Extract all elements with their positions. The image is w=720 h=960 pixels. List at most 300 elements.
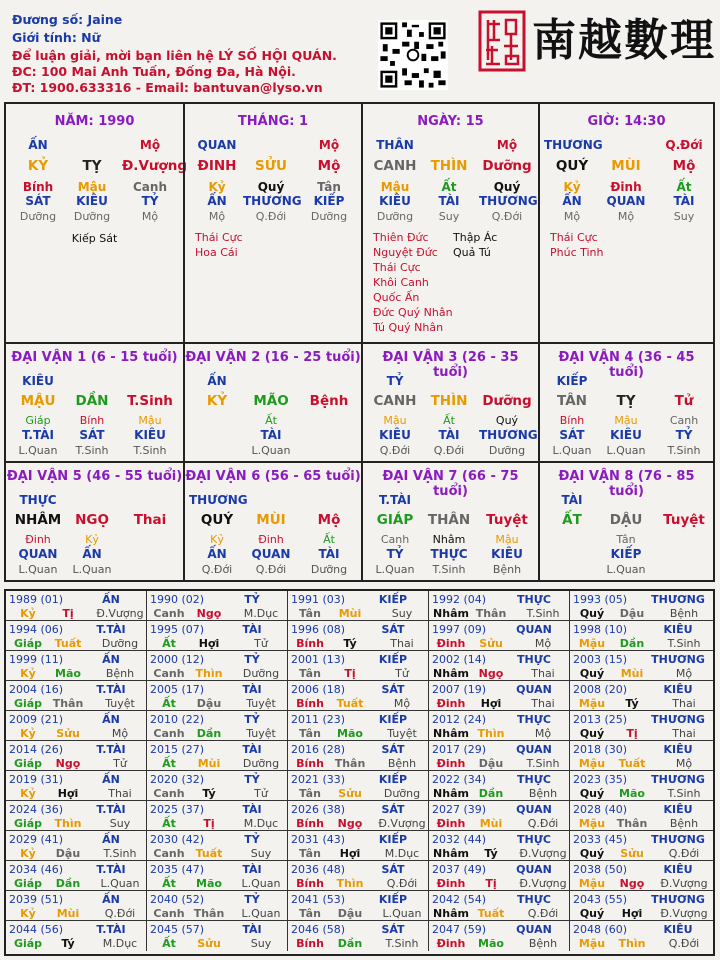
hidden-star: ẤN xyxy=(562,194,582,208)
year-cell xyxy=(570,651,713,681)
year-stage: M.Dục xyxy=(243,607,279,620)
main-star: THÂN xyxy=(376,138,414,152)
year-label: 2000 (12) xyxy=(150,653,205,666)
hidden-stage: L.Quan xyxy=(72,563,112,576)
hidden-stem: Tân xyxy=(616,533,636,546)
year-stage: Đ.Vượng xyxy=(96,607,144,620)
cell-line xyxy=(373,194,538,210)
year-stem: Nhâm xyxy=(433,667,469,680)
year-star: KIÊU xyxy=(663,803,693,816)
year-cell xyxy=(6,891,147,921)
hidden-stem: Quý xyxy=(495,414,519,427)
hidden-stage: Dưỡng xyxy=(376,210,414,223)
cell-line xyxy=(195,210,351,226)
year-branch: Sửu xyxy=(197,937,221,950)
year-stage: Tử xyxy=(395,667,409,680)
hidden-star: KIÊU xyxy=(610,428,642,442)
year-star: T.TÀI xyxy=(96,923,126,936)
heavenly-stem: TÂN xyxy=(557,393,587,409)
year-stem: Bính xyxy=(296,817,324,830)
year-stem: Kỷ xyxy=(20,907,36,920)
hidden-stem: Kỷ xyxy=(208,180,226,194)
year-label: 2024 (36) xyxy=(9,803,64,816)
cell-line xyxy=(544,138,703,154)
hidden-star: THƯƠNG xyxy=(479,194,538,208)
qr-code-icon[interactable] xyxy=(378,20,448,90)
earthly-branch: THÌN xyxy=(430,393,468,409)
pillar-cell xyxy=(183,104,361,342)
year-cell xyxy=(429,861,570,891)
year-stage: Đ.Vượng xyxy=(378,817,426,830)
year-stage: Bệnh xyxy=(528,787,558,800)
year-cell xyxy=(429,891,570,921)
cell-line xyxy=(373,563,528,579)
hidden-stem: Quý xyxy=(257,180,285,194)
year-branch: Tị xyxy=(203,817,215,830)
logo-text: 南越數理 xyxy=(532,15,716,66)
hidden-stage: Dưỡng xyxy=(488,444,526,457)
year-star: TÀI xyxy=(242,923,262,936)
year-star: ẤN xyxy=(102,653,120,666)
year-star: TỶ xyxy=(244,713,260,726)
special-star: Khôi Canh xyxy=(373,276,429,289)
cell-line xyxy=(550,563,703,579)
hidden-stem: Quý xyxy=(493,180,521,194)
cell-line xyxy=(373,428,538,444)
hidden-stage: Mộ xyxy=(208,210,226,223)
year-cell xyxy=(429,621,570,651)
cell-line xyxy=(550,547,703,563)
year-branch: Mão xyxy=(337,727,363,740)
year-branch: Tuất xyxy=(618,757,646,770)
year-branch: Tuất xyxy=(477,907,505,920)
year-cell xyxy=(147,651,288,681)
hidden-stage: Dưỡng xyxy=(310,563,348,576)
hidden-stage: Mộ xyxy=(563,210,581,223)
growth-stage: Bệnh xyxy=(309,393,349,409)
year-star: T.TÀI xyxy=(96,623,126,636)
year-star: T.TÀI xyxy=(96,803,126,816)
cell-line xyxy=(550,158,703,174)
cell-line xyxy=(550,428,703,444)
year-stage: Mộ xyxy=(675,757,693,770)
year-stage: Q.Đới xyxy=(668,937,700,950)
year-branch: Thân xyxy=(475,607,507,620)
year-stem: Ất xyxy=(162,817,176,830)
year-branch: Tị xyxy=(626,727,638,740)
year-branch: Hợi xyxy=(480,697,502,710)
luck-pillars-row-1 xyxy=(6,342,713,463)
year-stage: Suy xyxy=(250,847,272,860)
year-cell xyxy=(147,861,288,891)
year-star: T.TÀI xyxy=(96,743,126,756)
year-star: SÁT xyxy=(381,923,405,936)
year-stem: Mậu xyxy=(578,877,606,890)
hidden-stage: T.Sinh xyxy=(432,563,466,576)
year-stage: Tuyệt xyxy=(246,697,276,710)
year-label: 1993 (05) xyxy=(573,593,628,606)
main-star: ẤN xyxy=(207,374,227,388)
year-branch: Tý xyxy=(61,937,75,950)
year-cell xyxy=(288,861,429,891)
year-star: TỶ xyxy=(244,773,260,786)
pillar-title: NGÀY: 15 xyxy=(417,114,484,129)
cell-line xyxy=(16,547,173,563)
hidden-stem: Kỷ xyxy=(85,533,99,546)
hidden-star: ẤN xyxy=(207,194,227,208)
year-star: TÀI xyxy=(242,683,262,696)
hidden-stem: Ất xyxy=(676,180,692,194)
cell-line xyxy=(550,512,703,528)
year-star: ẤN xyxy=(102,593,120,606)
hidden-star: KIÊU xyxy=(76,194,108,208)
cell-line xyxy=(16,374,173,390)
hidden-stage: L.Quan xyxy=(251,444,291,457)
year-label: 1991 (03) xyxy=(291,593,346,606)
year-stem: Kỷ xyxy=(20,667,36,680)
year-label: 2028 (40) xyxy=(573,803,628,816)
luck-pillar-cell xyxy=(361,342,538,461)
year-cell xyxy=(288,711,429,741)
year-stem: Quý xyxy=(579,787,605,800)
growth-stage: Dưỡng xyxy=(482,393,532,409)
year-label: 1998 (10) xyxy=(573,623,628,636)
year-cell xyxy=(570,831,713,861)
year-stem: Nhâm xyxy=(433,727,469,740)
year-stem: Mậu xyxy=(578,817,606,830)
pillar-title: THÁNG: 1 xyxy=(237,114,309,129)
year-stage: Tử xyxy=(254,787,268,800)
hidden-star: KIÊU xyxy=(379,194,411,208)
year-label: 2039 (51) xyxy=(9,893,64,906)
hidden-stage: L.Quan xyxy=(606,563,646,576)
year-star: KIẾP xyxy=(378,653,408,666)
year-branch: Dần xyxy=(196,727,222,740)
hidden-stem: Mậu xyxy=(383,414,407,427)
cell-line xyxy=(16,444,173,460)
hidden-stem: Ất xyxy=(441,180,457,194)
hidden-stage: Q.Đới xyxy=(433,444,465,457)
year-label: 1992 (04) xyxy=(432,593,487,606)
hidden-stage: T.Sinh xyxy=(133,444,167,457)
year-label: 1989 (01) xyxy=(9,593,64,606)
year-label: 2022 (34) xyxy=(432,773,487,786)
cell-line xyxy=(16,194,173,210)
phone-email[interactable]: ĐT: 1900.633316 - Email: bantuvan@lyso.vn xyxy=(12,80,323,95)
main-star: T.TÀI xyxy=(379,493,411,507)
main-star: THƯƠNG xyxy=(544,138,603,152)
main-star: ẤN xyxy=(28,138,48,152)
year-stage: T.Sinh xyxy=(103,847,137,860)
year-stage: Dưỡng xyxy=(242,757,280,770)
year-cell xyxy=(147,801,288,831)
year-star: QUAN xyxy=(516,623,552,636)
growth-stage: Dưỡng xyxy=(482,158,532,174)
luck-pillar-title: ĐẠI VẬN 3 (26 - 35 tuổi) xyxy=(382,350,519,380)
year-cell xyxy=(147,711,288,741)
annual-pillars-table xyxy=(4,589,715,956)
year-branch: Mão xyxy=(55,667,81,680)
year-branch: Thân xyxy=(616,817,648,830)
year-star: TÀI xyxy=(242,743,262,756)
year-stage: Dưỡng xyxy=(101,637,139,650)
year-stem: Đinh xyxy=(436,937,466,950)
hidden-star: THƯƠNG xyxy=(479,428,538,442)
hidden-stage: Dưỡng xyxy=(19,210,57,223)
hidden-star: SÁT xyxy=(559,428,585,442)
year-branch: Dần xyxy=(337,937,363,950)
hidden-stem: Mậu xyxy=(380,180,410,194)
year-star: THỰC xyxy=(517,833,551,846)
year-stage: Mộ xyxy=(393,697,411,710)
year-stage: Q.Đới xyxy=(104,907,136,920)
year-branch: Ngọ xyxy=(55,757,81,770)
year-branch: Thìn xyxy=(336,877,364,890)
year-label: 1997 (09) xyxy=(432,623,487,636)
year-label: 2005 (17) xyxy=(150,683,205,696)
growth-stage: Đ.Vượng xyxy=(122,158,188,174)
hidden-stem: Bính xyxy=(559,414,585,427)
hidden-star: ẤN xyxy=(82,547,102,561)
cell-line xyxy=(195,563,351,579)
year-stem: Ất xyxy=(162,877,176,890)
year-branch: Mùi xyxy=(56,907,80,920)
special-star: Quả Tú xyxy=(453,246,491,259)
year-cell xyxy=(288,651,429,681)
cell-line xyxy=(373,512,528,528)
year-star: THỰC xyxy=(517,893,551,906)
hidden-stem: Đinh xyxy=(25,533,51,546)
pillar-title: NĂM: 1990 xyxy=(54,114,135,129)
chart-header xyxy=(0,0,720,100)
luck-pillar-cell xyxy=(6,342,183,461)
year-stage: Thai xyxy=(108,787,132,800)
cell-line xyxy=(16,428,173,444)
year-branch: Dậu xyxy=(619,607,645,620)
year-cell xyxy=(570,921,713,951)
top-stage: Mộ xyxy=(318,138,340,152)
year-label: 2019 (31) xyxy=(9,773,64,786)
luck-pillar-cell xyxy=(183,342,361,461)
year-stem: Canh xyxy=(153,727,185,740)
year-label: 2006 (18) xyxy=(291,683,346,696)
hidden-stage: L.Quan xyxy=(606,444,646,457)
year-stage: L.Quan xyxy=(241,907,281,920)
year-star: TỶ xyxy=(244,893,260,906)
hidden-stage: L.Quan xyxy=(18,563,58,576)
cell-line xyxy=(195,374,351,390)
year-stem: Tân xyxy=(299,667,321,680)
cell-line xyxy=(195,393,351,409)
year-cell xyxy=(147,831,288,861)
year-star: TÀI xyxy=(242,803,262,816)
year-branch: Tý xyxy=(625,697,639,710)
hidden-stage: Suy xyxy=(673,210,695,223)
year-branch: Tị xyxy=(62,607,74,620)
year-stem: Bính xyxy=(296,757,324,770)
year-stage: Bệnh xyxy=(669,607,699,620)
year-stage: Tử xyxy=(113,757,127,770)
year-stage: L.Quan xyxy=(100,877,140,890)
year-stem: Tân xyxy=(299,787,321,800)
year-star: SÁT xyxy=(381,863,405,876)
hidden-star: TỶ xyxy=(141,194,159,208)
year-star: TỶ xyxy=(244,653,260,666)
year-branch: Hợi xyxy=(339,847,361,860)
year-stem: Mậu xyxy=(578,757,606,770)
year-label: 2013 (25) xyxy=(573,713,628,726)
cell-line xyxy=(16,493,173,509)
special-stars-list xyxy=(195,230,243,260)
hidden-star: KIÊU xyxy=(491,547,523,561)
hidden-stem: Đinh xyxy=(258,533,284,546)
cell-line xyxy=(195,194,351,210)
year-cell xyxy=(429,771,570,801)
earthly-branch: DẦN xyxy=(75,393,109,409)
hidden-stem: Canh xyxy=(380,533,410,546)
year-cell xyxy=(570,621,713,651)
year-branch: Dần xyxy=(55,877,81,890)
year-star: TÀI xyxy=(242,623,262,636)
cell-line xyxy=(550,374,703,390)
year-branch: Hợi xyxy=(57,787,79,800)
year-cell xyxy=(6,861,147,891)
year-stem: Kỷ xyxy=(20,607,36,620)
year-star: ẤN xyxy=(102,713,120,726)
year-star: SÁT xyxy=(381,803,405,816)
special-star: Thập Ác xyxy=(453,231,498,244)
year-star: T.TÀI xyxy=(96,683,126,696)
year-stage: Bệnh xyxy=(669,817,699,830)
year-stem: Kỷ xyxy=(20,787,36,800)
year-stem: Giáp xyxy=(13,757,43,770)
hidden-stem: Ất xyxy=(443,414,455,427)
heavenly-stem: MẬU xyxy=(20,393,56,409)
year-cell xyxy=(570,681,713,711)
luck-pillar-title: ĐẠI VẬN 5 (46 - 55 tuổi) xyxy=(6,469,183,484)
year-stem: Giáp xyxy=(13,817,43,830)
year-star: KIẾP xyxy=(378,773,408,786)
year-stage: Bệnh xyxy=(387,757,417,770)
heavenly-stem: KỶ xyxy=(206,393,228,409)
year-label: 2047 (59) xyxy=(432,923,487,936)
year-label: 2044 (56) xyxy=(9,923,64,936)
luck-pillar-title: ĐẠI VẬN 2 (16 - 25 tuổi) xyxy=(185,350,361,365)
year-cell xyxy=(429,651,570,681)
year-branch: Dần xyxy=(619,637,645,650)
year-stem: Bính xyxy=(296,637,324,650)
pillar-cell xyxy=(538,104,713,342)
year-stem: Quý xyxy=(579,727,605,740)
earthly-branch: NGỌ xyxy=(75,512,109,528)
cell-line xyxy=(373,493,528,509)
cell-line xyxy=(195,444,351,460)
hidden-stage: Q.Đới xyxy=(255,563,287,576)
year-star: TỶ xyxy=(244,593,260,606)
year-stage: Tuyệt xyxy=(387,727,417,740)
special-star: Thái Cực xyxy=(550,231,598,244)
year-cell xyxy=(570,891,713,921)
year-star: THƯƠNG xyxy=(651,773,705,786)
hidden-star: KIẾP xyxy=(313,194,345,208)
growth-stage: T.Sinh xyxy=(127,393,173,409)
year-cell xyxy=(570,711,713,741)
special-star: Thiên Đức xyxy=(373,231,429,244)
special-stars-list-right xyxy=(453,230,497,260)
year-stem: Nhâm xyxy=(433,847,469,860)
year-cell xyxy=(570,801,713,831)
year-stage: Thai xyxy=(390,637,414,650)
year-label: 2021 (33) xyxy=(291,773,346,786)
year-stage: L.Quan xyxy=(241,877,281,890)
cell-line xyxy=(373,444,528,460)
year-label: 2026 (38) xyxy=(291,803,346,816)
year-star: KIÊU xyxy=(663,863,693,876)
year-stage: Thai xyxy=(531,667,555,680)
pillar-title: GIỜ: 14:30 xyxy=(587,114,666,129)
hidden-star: SÁT xyxy=(25,194,51,208)
hidden-stage: Dưỡng xyxy=(310,210,348,223)
year-cell xyxy=(6,771,147,801)
year-stem: Đinh xyxy=(436,637,466,650)
year-cell xyxy=(288,891,429,921)
hidden-star: KIÊU xyxy=(134,428,166,442)
year-cell xyxy=(6,801,147,831)
year-cell xyxy=(429,681,570,711)
year-cell xyxy=(6,741,147,771)
year-cell xyxy=(6,921,147,951)
year-label: 2032 (44) xyxy=(432,833,487,846)
hidden-star: TÀI xyxy=(438,194,460,208)
year-cell xyxy=(6,651,147,681)
year-branch: Mùi xyxy=(338,607,362,620)
main-star: THƯƠNG xyxy=(189,493,248,507)
year-stage: Tử xyxy=(254,637,268,650)
year-stem: Ất xyxy=(162,757,176,770)
cell-line xyxy=(16,563,173,579)
year-stem: Nhâm xyxy=(433,907,469,920)
gender: Giới tính: Nữ xyxy=(12,30,101,45)
year-stage: Suy xyxy=(391,607,413,620)
owner-name: Đương số: Jaine xyxy=(12,12,123,27)
year-star: THƯƠNG xyxy=(651,893,705,906)
year-stage: T.Sinh xyxy=(526,607,560,620)
year-star: KIÊU xyxy=(663,683,693,696)
luck-pillar-title: ĐẠI VẬN 8 (76 - 85 tuổi) xyxy=(558,469,695,499)
hidden-stage: Mộ xyxy=(617,210,635,223)
luck-pillar-cell xyxy=(538,342,713,461)
cell-line xyxy=(16,210,173,226)
hidden-stem: Mậu xyxy=(138,414,162,427)
year-stem: Canh xyxy=(153,607,185,620)
year-branch: Sửu xyxy=(620,847,644,860)
luck-pillar-cell xyxy=(6,461,183,580)
hidden-stage: Q.Đới xyxy=(379,444,411,457)
year-stage: M.Dục xyxy=(102,937,138,950)
year-stem: Đinh xyxy=(436,877,466,890)
year-label: 2014 (26) xyxy=(9,743,64,756)
year-stem: Bính xyxy=(296,877,324,890)
hidden-stem: Bính xyxy=(22,180,54,194)
hidden-star: ẤN xyxy=(207,547,227,561)
main-star: QUAN xyxy=(197,138,237,152)
bazi-chart-grid xyxy=(4,102,715,582)
year-stem: Tân xyxy=(299,607,321,620)
year-label: 2030 (42) xyxy=(150,833,205,846)
hidden-stage: T.Sinh xyxy=(667,444,701,457)
year-stage: T.Sinh xyxy=(526,757,560,770)
cell-line xyxy=(195,158,351,174)
